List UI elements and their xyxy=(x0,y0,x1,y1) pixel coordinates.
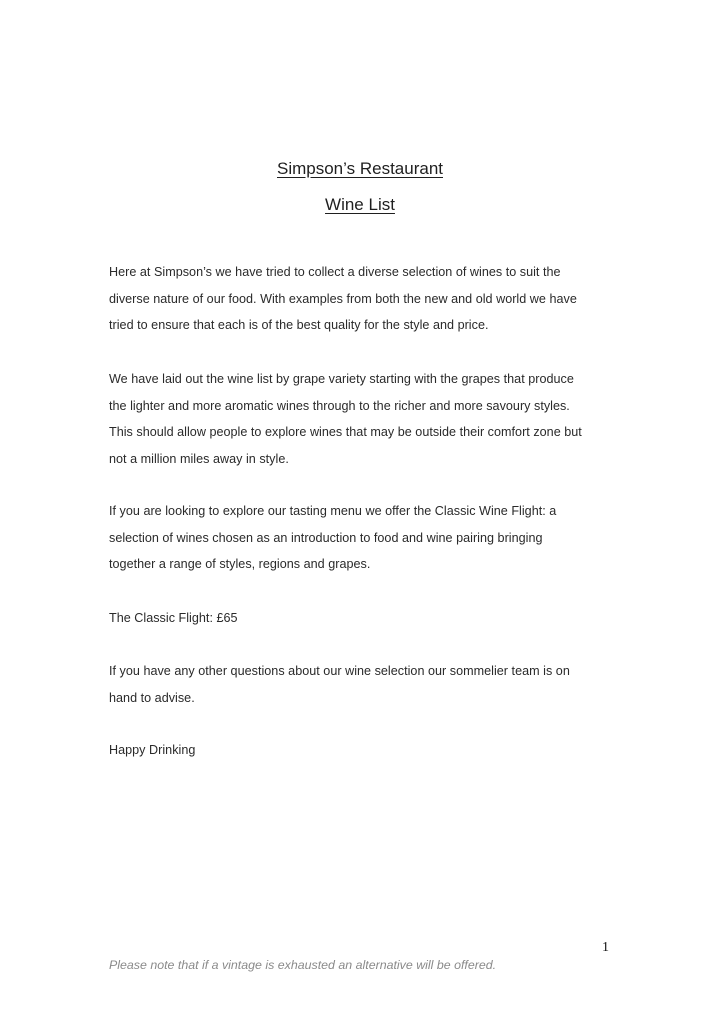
flight-price xyxy=(109,605,629,632)
paragraph-line: If you are looking to explore our tasting menu we offer the Classic Wine Flight: a xyxy=(109,504,557,518)
restaurant-title: Simpson’s Restaurant xyxy=(277,159,443,178)
paragraph-line: We have laid out the wine list by grape variety starting with the grapes that produce xyxy=(109,372,574,386)
paragraph-line: diverse nature of our food. With examples from both the new and old world we have xyxy=(109,291,577,306)
paragraph-line: hand to advise. xyxy=(109,690,195,705)
page-number: 1 xyxy=(602,940,609,955)
sign-off xyxy=(109,737,629,764)
wine-list-heading: Wine List xyxy=(325,195,395,214)
flight-price-text: The Classic Flight: £65 xyxy=(109,611,238,625)
paragraph-line: the lighter and more aromatic wines through to the richer and more savoury styles. xyxy=(109,398,570,413)
paragraph-line: If you have any other questions about our wine selection our sommelier team is on xyxy=(109,664,570,678)
paragraph-line: together a range of styles, regions and grapes. xyxy=(109,557,371,572)
footer-note: Please note that if a vintage is exhausted an alternative will be offered. xyxy=(109,958,497,972)
paragraph-line: Here at Simpson’s we have tried to collect a diverse selection of wines to suit the xyxy=(109,265,561,279)
paragraph-line: tried to ensure that each is of the best quality for the style and price. xyxy=(109,318,489,333)
layout-paragraph xyxy=(109,366,629,472)
tasting-paragraph xyxy=(109,498,629,578)
questions-paragraph xyxy=(109,658,629,711)
paragraph-line: This should allow people to explore wines that may be outside their comfort zone but xyxy=(109,425,582,440)
intro-paragraph xyxy=(109,259,629,339)
paragraph-line: not a million miles away in style. xyxy=(109,451,289,466)
paragraph-line: selection of wines chosen as an introduction to food and wine pairing bringing xyxy=(109,530,543,545)
sign-off-text: Happy Drinking xyxy=(109,743,196,757)
